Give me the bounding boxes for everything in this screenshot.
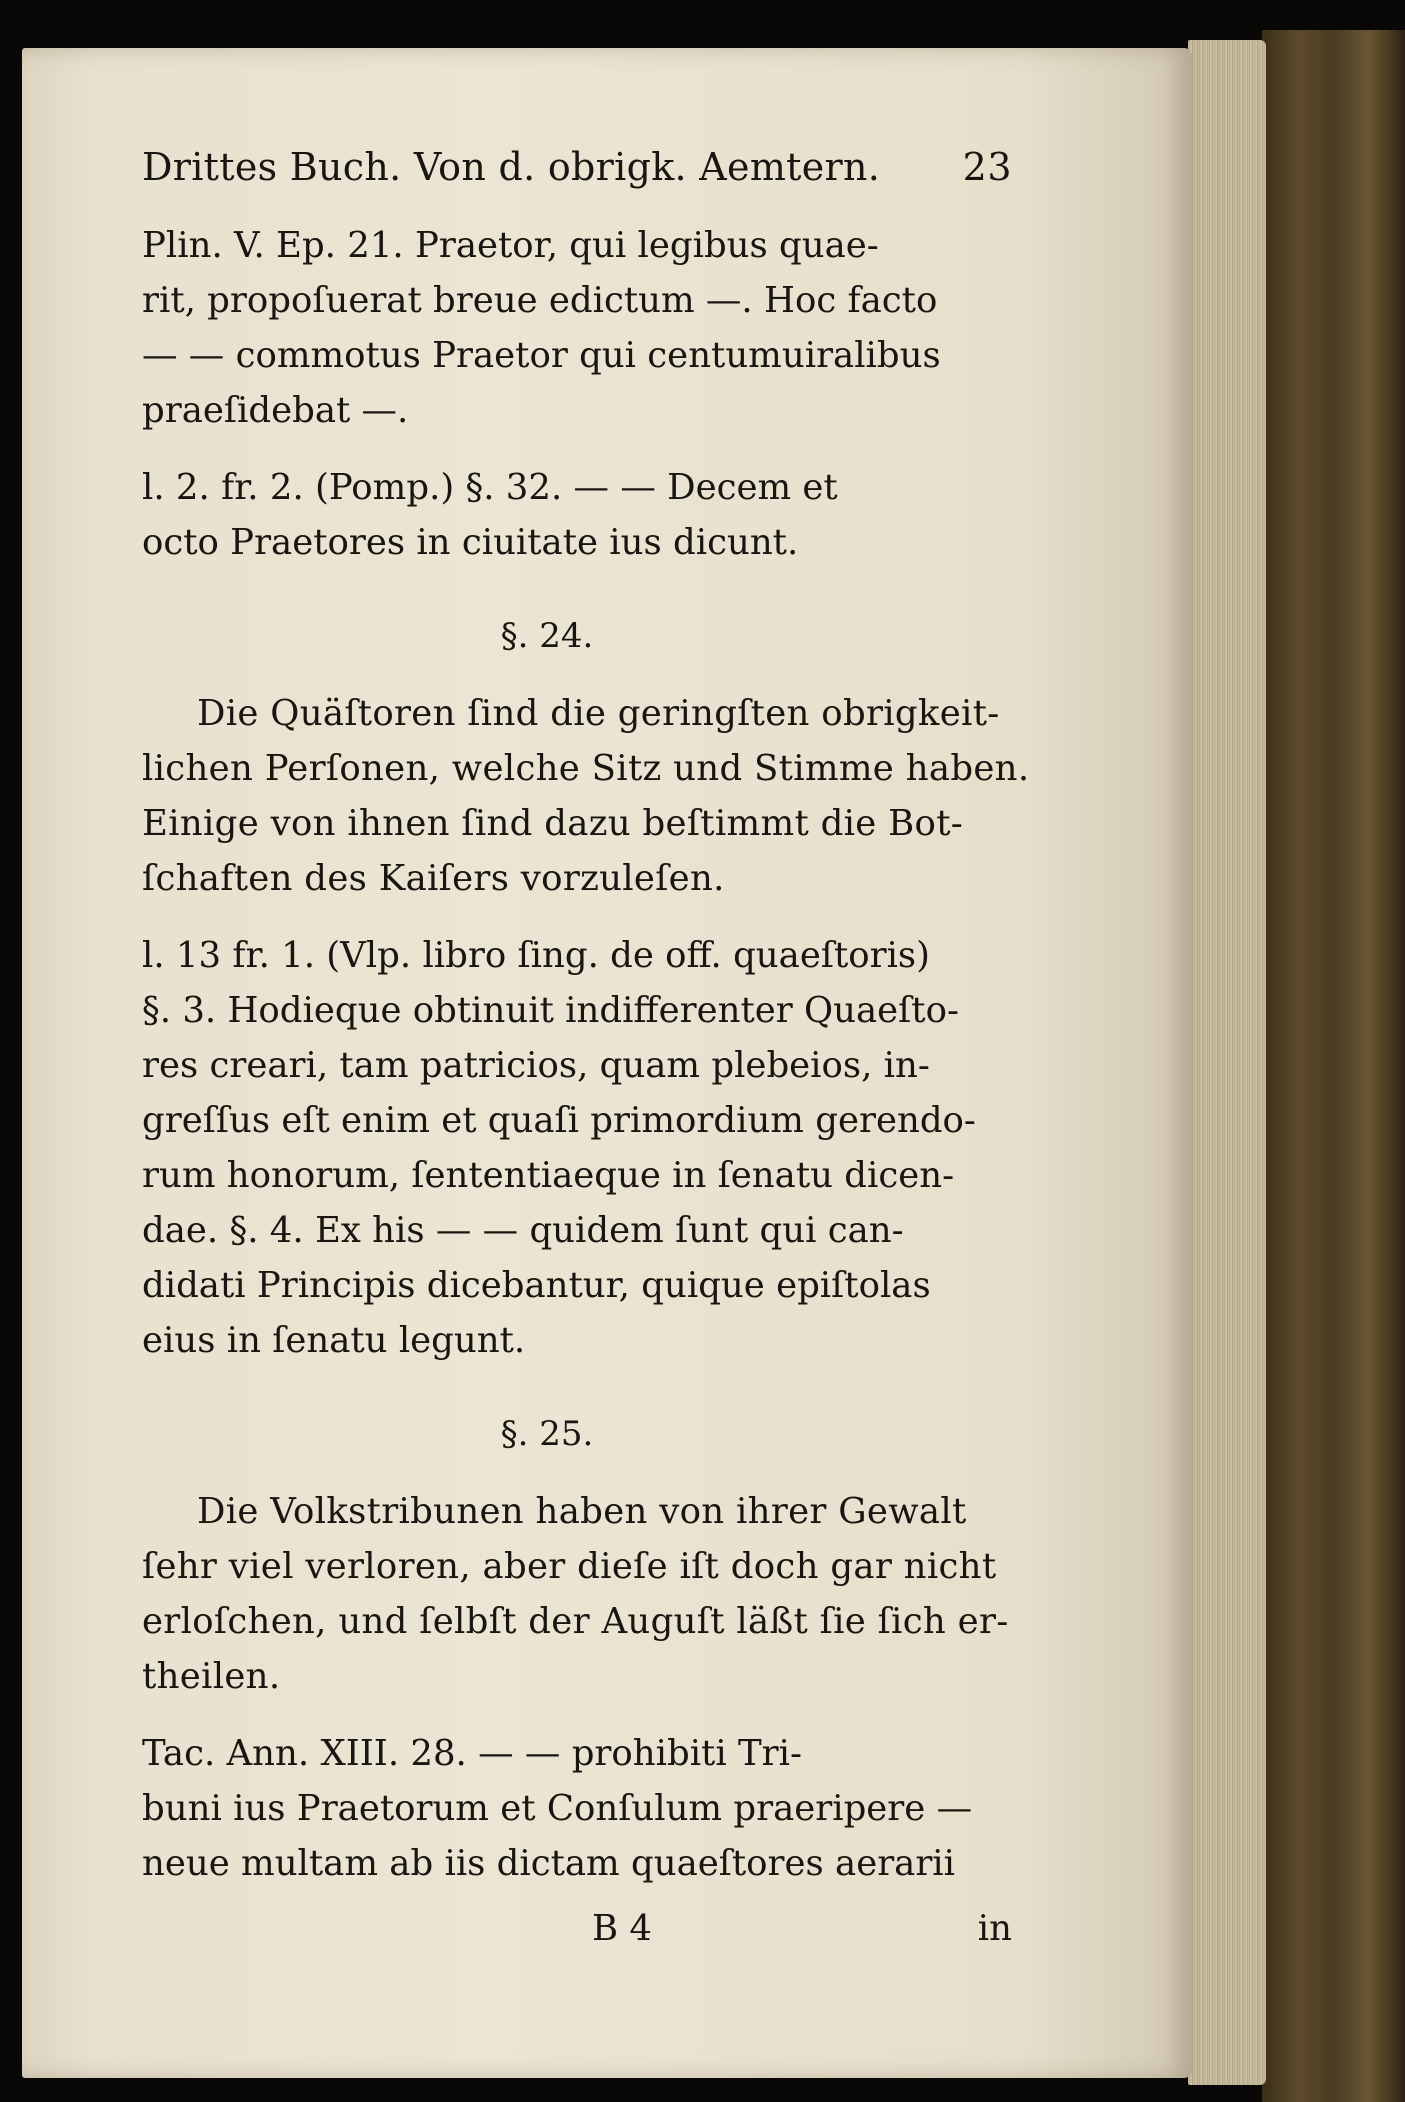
text-line: Plin. V. Ep. 21. Praetor, qui legibus quae- <box>142 225 879 266</box>
catchword: in <box>977 1908 1012 1949</box>
latin-citation-pomponius <box>142 460 1012 570</box>
text-line: praeſidebat —. <box>142 390 409 431</box>
text-line: erloſchen, und ſelbſt der Auguſt läßt ſie ſich er- <box>142 1601 1009 1642</box>
text-line: ſehr viel verloren, aber dieſe iſt doch gar nicht <box>142 1546 997 1587</box>
latin-citation-ulpian <box>142 928 1012 1368</box>
text-line: rit, propoſuerat breue edictum —. Hoc facto <box>142 280 938 321</box>
running-header <box>142 140 1012 200</box>
text-line: l. 2. fr. 2. (Pomp.) §. 32. — — Decem et <box>142 467 838 508</box>
text-line: ſchaften des Kaiſers vorzuleſen. <box>142 858 725 899</box>
section-heading-24: §. 24. <box>500 616 594 656</box>
page-edges <box>1188 40 1266 2085</box>
text-line: l. 13 fr. 1. (Vlp. libro ſing. de off. quaeſtoris) <box>142 935 931 976</box>
book-cover-edge <box>1262 30 1405 2102</box>
text-line: rum honorum, ſententiaeque in ſenatu dicen- <box>142 1155 955 1196</box>
text-line: buni ius Praetorum et Conſulum praeripere — <box>142 1788 973 1829</box>
text-line: §. 3. Hodieque obtinuit indifferenter Quaeſto- <box>142 990 959 1031</box>
page-footer <box>142 1901 1012 1956</box>
text-line: res creari, tam patricios, quam plebeios, in- <box>142 1045 930 1086</box>
latin-citation-pliny <box>142 218 1012 438</box>
running-title: Drittes Buch. Von d. obrigk. Aemtern. <box>142 145 881 189</box>
german-paragraph-tribunes <box>142 1484 1012 1704</box>
text-line: didati Principis dicebantur, quique epiſtolas <box>142 1265 931 1306</box>
text-line: eius in ſenatu legunt. <box>142 1320 526 1361</box>
text-line: neue multam ab iis dictam quaeſtores aerarii <box>142 1843 956 1884</box>
page-text <box>142 140 1030 1956</box>
text-line: Tac. Ann. XIII. 28. — — prohibiti Tri- <box>142 1733 802 1774</box>
latin-citation-tacitus <box>142 1726 1012 1891</box>
signature-mark: B 4 <box>592 1908 652 1949</box>
text-line: greſſus eſt enim et quaſi primordium gerendo- <box>142 1100 976 1141</box>
text-line: Die Volkstribunen haben von ihrer Gewalt <box>197 1491 967 1532</box>
section-heading-25: §. 25. <box>500 1414 594 1454</box>
text-line: theilen. <box>142 1656 281 1697</box>
text-line: — — commotus Praetor qui centumuiralibus <box>142 335 941 376</box>
page-number: 23 <box>962 145 1012 189</box>
text-line: lichen Perſonen, welche Sitz und Stimme haben. <box>142 748 1030 789</box>
text-line: Die Quäſtoren ſind die geringſten obrigkeit- <box>197 693 1000 734</box>
text-line: octo Praetores in ciuitate ius dicunt. <box>142 522 799 563</box>
german-paragraph-quaestors <box>142 686 1030 906</box>
text-line: dae. §. 4. Ex his — — quidem ſunt qui can- <box>142 1210 904 1251</box>
text-line: Einige von ihnen ſind dazu beſtimmt die Bot- <box>142 803 964 844</box>
